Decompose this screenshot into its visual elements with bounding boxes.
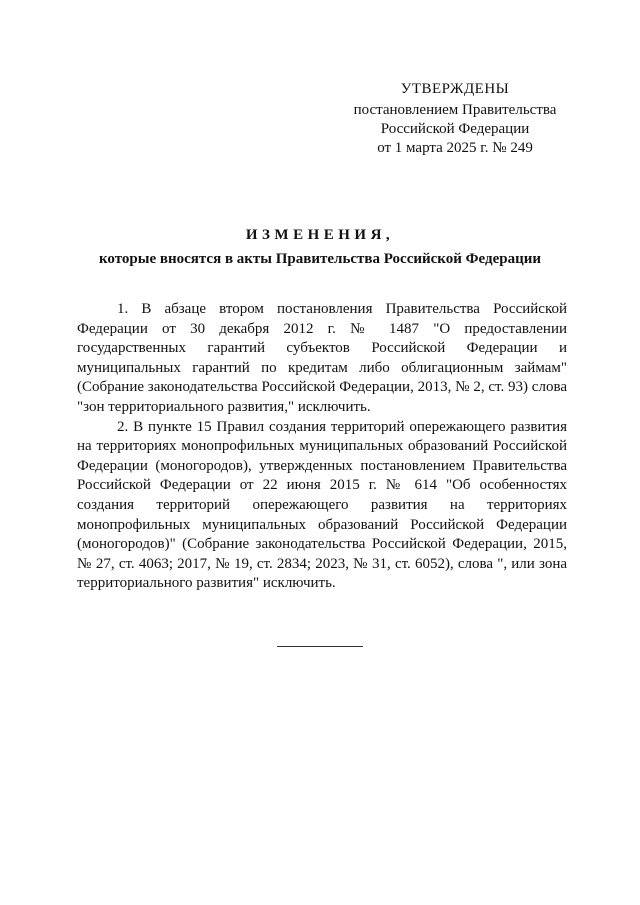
paragraph-1: 1. В абзаце втором постановления Правительства Российской Федерации от 30 декабря 2012 г. № 1487 "О предоставлении государственных гарантий субъектов Российской Федерации и муниципальных гарантий по кредитам либо облигационным займам" (Собрание законодательства Российской Федерации, 2013, № 2, ст. 93) слова "зон территориального развития," исключить. xyxy=(77,301,567,415)
approval-line-1: постановлением Правительства xyxy=(353,102,557,118)
approval-heading: УТВЕРЖДЕНЫ xyxy=(400,81,510,97)
document-body xyxy=(77,300,567,594)
approval-block xyxy=(350,80,560,158)
end-divider xyxy=(277,646,363,647)
paragraph-2: 2. В пункте 15 Правил создания территорий опережающего развития на территориях монопрофильных муниципальных образований Российской Федерации (моногородов), утвержденных постановлением Правительства Российской Федерации от 22 июня 2015 г. № 614 "Об особенностях создания территорий опережающего развития на территориях монопрофильных муниципальных образований Российской Федерации (моногородов)" (Собрание законодательства Российской Федерации, 2015, № 27, ст. 4063; 2017, № 19, ст. 2834; 2023, № 31, ст. 6052), слова ", или зона территориального развития" исключить. xyxy=(77,418,567,592)
document-title: ИЗМЕНЕНИЯ, xyxy=(245,227,395,243)
approval-line-2: Российской Федерации xyxy=(380,121,530,137)
document-subtitle: которые вносятся в акты Правительства Российской Федерации xyxy=(98,251,542,267)
approval-line-3: от 1 марта 2025 г. № 249 xyxy=(377,140,533,156)
